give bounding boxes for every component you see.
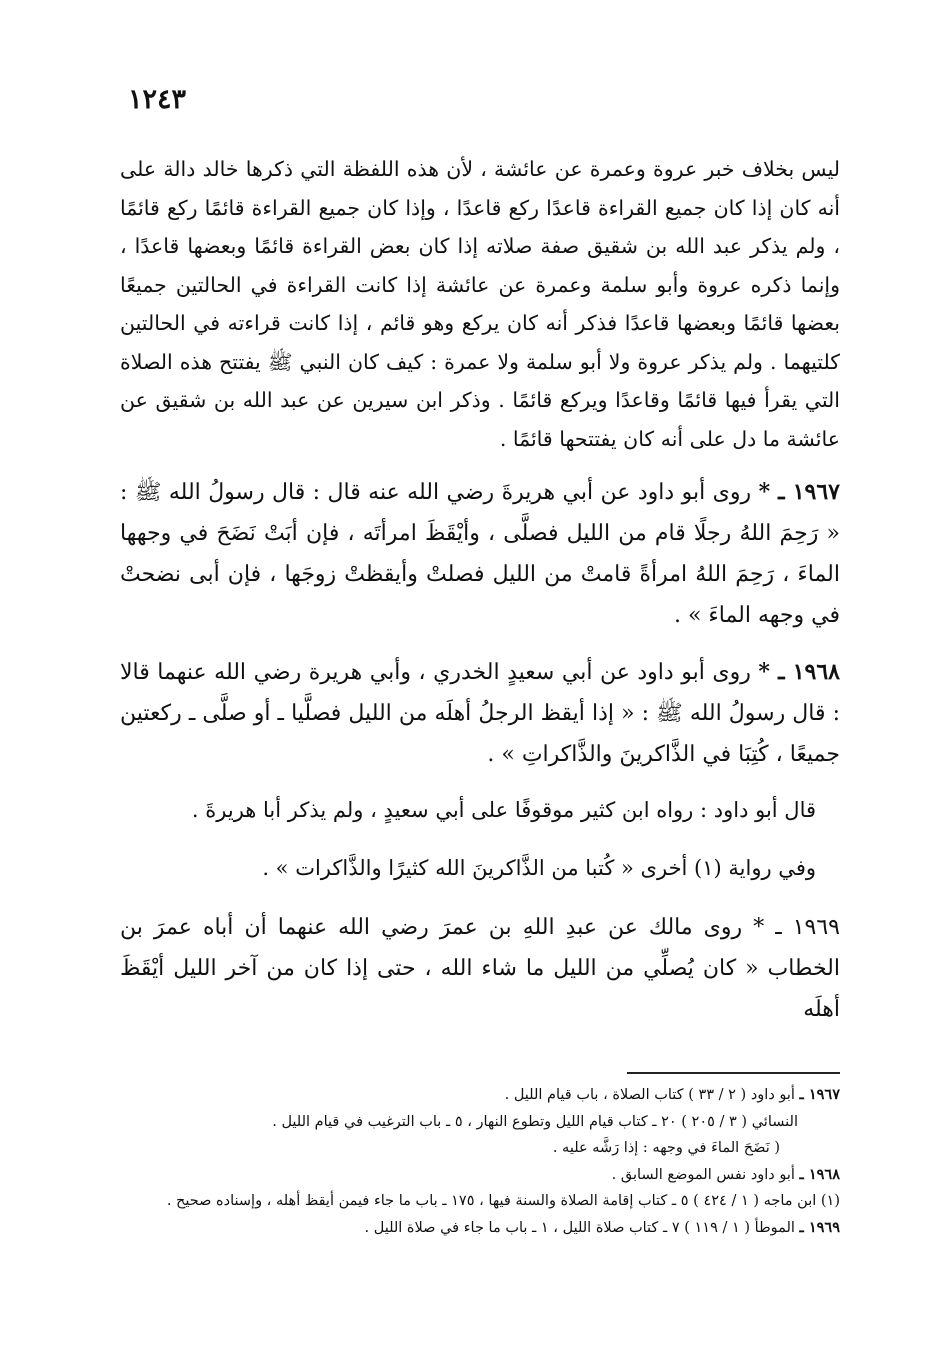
- abu-dawud-note: قال أبو داود : رواه ابن كثير موقوفًا على أبي سعيدٍ ، ولم يذكر أبا هريرةَ .: [191, 798, 816, 822]
- hadith-text-1968: روى أبو داود عن أبي سعيدٍ الخدري ، وأبي هريرة رضي الله عنهما قالا : قال رسولُ الله ﷺ : « إذا أيقظ الرجلُ أهلَه من الليل فصلَّيا ـ أو صلَّى ـ ركعتين جميعًا ، كُتِبَا في الذَّاكرينَ والذَّاكراتِ » .: [120, 660, 840, 767]
- hadith-number-1967: ١٩٦٧ ـ *: [758, 479, 840, 505]
- footnote-1967-nasai: النسائي ( ٣ / ٢٠٥ ) ٢٠ ـ كتاب قيام الليل وتطوع النهار ، ٥ ـ باب الترغيب في قيام الليل .: [272, 1113, 798, 1130]
- footnote-ref-1: (١) ابن ماجه ( ١ / ٤٢٤ ) ٥ ـ كتاب إقامة الصلاة والسنة فيها ، ١٧٥ ـ باب ما جاء فيمن أيقظ أهله ، وإسناده صحيح .: [166, 1193, 840, 1209]
- hadith-1969: [120, 907, 840, 1030]
- hadith-1968: [120, 652, 840, 775]
- footnote-1967: [100, 1082, 840, 1109]
- footnote-separator: [627, 1072, 840, 1074]
- footnotes-section: [100, 1082, 840, 1241]
- footnote-1968: [100, 1162, 840, 1189]
- footnote-text-1969: الموطأ ( ١ / ١١٩ ) ٧ ـ كتاب صلاة الليل ، ١ ـ باب ما جاء في صلاة الليل .: [364, 1219, 795, 1236]
- page-number: ١٢٤٣: [128, 84, 187, 115]
- riwaya-note: وفي رواية (١) أخرى « كُتبا من الذَّاكرينَ الله كثيرًا والذَّاكرات » .: [262, 856, 816, 880]
- hadith-number-1968: ١٩٦٨ ـ *: [758, 659, 840, 685]
- footnote-1969: [100, 1215, 840, 1242]
- footnote-text-1967: أبو داود ( ٢ / ٣٣ ) كتاب الصلاة ، باب قيام الليل .: [504, 1087, 795, 1103]
- main-text-body: [120, 150, 840, 1030]
- hadith-text-1967: روى أبو داود عن أبي هريرةَ رضي الله عنه قال : قال رسولُ الله ﷺ : « رَحِمَ اللهُ رجلًا قام من الليل فصلَّى ، وأيْقَظَ امرأتَه ، فإن أبَتْ نَضَحَ في وجهها الماءَ ، رَحِمَ اللهُ امرأةً قامتْ من الليل فصلتْ وأيقظتْ زوجَها ، فإن أبى نضحتْ في وجهه الماءَ » .: [120, 480, 840, 628]
- footnote-text-1968: أبو داود نفس الموضع السابق .: [611, 1166, 795, 1183]
- hadith-number-1969: ١٩٦٩ ـ *: [753, 915, 840, 940]
- footnote-number-1967: ١٩٦٧ ـ: [799, 1086, 840, 1103]
- footnote-1967-gloss: ( نَضَحَ الماءَ في وجهه : إذا رَشَّه عليه .: [552, 1140, 780, 1156]
- footnote-number-1968: ١٩٦٨ ـ: [799, 1165, 840, 1183]
- hadith-1967: [120, 472, 840, 636]
- hadith-text-1969: روى مالك عن عبدِ اللهِ بن عمرَ رضي الله عنهما أن أباه عمرَ بن الخطاب « كان يُصلِّي من الليل ما شاء الله ، حتى إذا كان من آخر الليل أيْقَظَ أهلَه: [120, 915, 840, 1022]
- intro-paragraph: ليس بخلاف خبر عروة وعمرة عن عائشة ، لأن هذه اللفظة التي ذكرها خالد دالة على أنه كان إذا كان جميع القراءة قاعدًا ركع قاعدًا ، وإذا كان جميع القراءة قائمًا ركع قائمًا ، ولم يذكر عبد الله بن شقيق صفة صلاته إذا كان بعض القراءة قائمًا وبعضها قاعدًا ، وإنما ذكره عروة وأبو سلمة وعمرة عن عائشة إذا كانت القراءة في الحالتين جميعًا بعضها قائمًا وبعضها قاعدًا فذكر أنه كان يركع وهو قائم ، إذا كانت قراءته في الحالتين كلتيهما . ولم يذكر عروة ولا أبو سلمة ولا عمرة : كيف كان النبي ﷺ يفتتح هذه الصلاة التي يقرأ فيها قائمًا وقاعدًا ويركع قائمًا . وذكر ابن سيرين عن عبد الله بن شقيق عن عائشة ما دل على أنه كان يفتتحها قائمًا .: [120, 157, 840, 451]
- footnote-number-1969: ١٩٦٩ ـ: [799, 1218, 840, 1236]
